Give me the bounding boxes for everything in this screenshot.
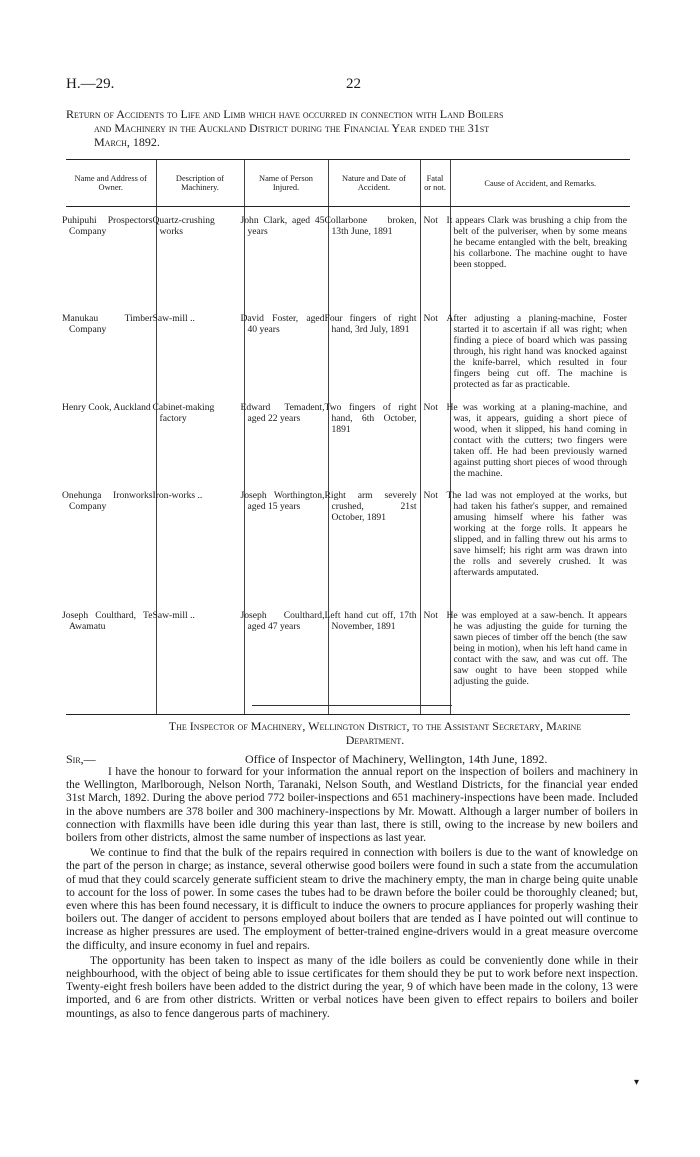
machinery-cell: Saw-mill .. bbox=[156, 610, 244, 714]
table-row bbox=[66, 490, 630, 610]
person-cell: David Foster, aged 40 years bbox=[244, 313, 328, 402]
fatal-cell: Not bbox=[420, 313, 450, 402]
office-and-date: Office of Inspector of Machinery, Wellington, 14th June, 1892. bbox=[245, 752, 548, 766]
accidents-table bbox=[62, 159, 630, 715]
nature-cell: Four fingers of right hand, 3rd July, 1891 bbox=[328, 313, 420, 402]
owner-cell: Joseph Coulthard, Te Awamatu bbox=[66, 610, 156, 714]
table-row bbox=[66, 402, 630, 490]
column-header: Fatal or not. bbox=[420, 160, 450, 207]
fatal-cell: Not bbox=[420, 402, 450, 490]
letter-body bbox=[66, 766, 638, 1021]
nature-cell: Left hand cut off, 17th November, 1891 bbox=[328, 610, 420, 714]
person-cell: Joseph Worthington, aged 15 years bbox=[244, 490, 328, 610]
owner-cell: Onehunga Ironworks Company bbox=[62, 490, 153, 512]
title-line-2: and Machinery in the Auckland District during the Financial Year ended the 31st bbox=[94, 121, 490, 135]
machinery-cell: Saw-mill .. bbox=[156, 313, 244, 402]
column-header: Nature and Date of Accident. bbox=[328, 160, 420, 207]
table-row bbox=[66, 215, 630, 313]
table-header-row bbox=[66, 160, 630, 207]
person-cell: John Clark, aged 45 years bbox=[244, 215, 328, 313]
person-cell: Edward Temadent, aged 22 years bbox=[244, 402, 328, 490]
owner-cell: Manukau Timber Company bbox=[62, 313, 153, 335]
column-header: Cause of Accident, and Remarks. bbox=[450, 160, 630, 207]
remarks-cell: He was employed at a saw-bench. It appears he was adjusting the guide for turning the sawn pieces of timber off the bench (the saw being in motion), when his left hand came in contact with the saw, and was cut off. The saw ought to have been stopped while adjusting the guide. bbox=[450, 610, 630, 714]
letter-heading bbox=[110, 719, 640, 747]
column-header: Name and Address of Owner. bbox=[66, 160, 156, 207]
column-header: Description of Machinery. bbox=[156, 160, 244, 207]
owner-cell: Henry Cook, Auckland bbox=[62, 402, 151, 413]
paragraph: We continue to find that the bulk of the repairs required in connection with boilers is due to the want of knowledge on the part of the person in charge; as instance, several otherwise good boilers were found in such a state from the accumulation of mud that they could scarcely generate sufficient steam to drive the machinery empty, the man in charge being quite unable to account for the loss of power. In some cases the tubes had to be drawn before the boiler could be thoroughly cleaned; but, even where this has been found necessary, it is difficult to induce the owners to procure appliances for properly washing their boilers out. The danger of accident to persons employed about boilers that are tended as I have pointed out will continue to increase as higher pressures are used. The employment of better-trained engine-drivers would in a great measure overcome the difficulty, and insure economy in fuel and repairs. bbox=[66, 847, 638, 952]
remarks-cell: He was working at a planing-machine, and was, it appears, guiding a short piece of wood, when it slipped, his hand coming in contact with the cutters; two fingers were taken off. He had been previously warned against putting short pieces of wood through the machine. bbox=[450, 402, 630, 490]
letter-heading-line-1: The Inspector of Machinery, Wellington District, to the Assistant Secretary, Marine bbox=[168, 719, 582, 733]
remarks-cell: The lad was not employed at the works, but had taken his father's supper, and remained amusing himself where his father was working at the forge rolls. It appears he slipped, and in falling threw out his arms to save himself; his right arm was drawn into the rolls and severely crushed. It was afterwards amputated. bbox=[450, 490, 630, 610]
fatal-cell: Not bbox=[420, 610, 450, 714]
machinery-cell: Iron-works .. bbox=[156, 490, 244, 610]
printer-mark: ▾ bbox=[634, 1077, 640, 1088]
paragraph: I have the honour to forward for your information the annual report on the inspection of boilers and machinery in the Wellington, Marlborough, Nelson North, Taranaki, Nelson South, and Westland Districts, for the financial year ended 31st March, 1892. During the above period 772 boiler-inspections and 651 machinery-inspections have been made. Included in the above numbers are 378 boiler and 300 machinery-inspections by Mr. Mowatt. Although a larger number of boilers in connection with flaxmills have been idle during this year than last, there is still, owing to the increase by new boilers and boilers from other districts, almost the same number of inspections as last year. bbox=[66, 766, 638, 845]
paragraph: The opportunity has been taken to inspect as many of the idle boilers as could be conveniently done while in their neighbourhood, with the object of being able to issue certificates for them should they be put to work before next inspection. Twenty-eight fresh boilers have been added to the district during the year, 9 of which have been made in the colony, 13 were imported, and 6 are from other districts. Written or verbal notices have been given to effect repairs to boilers and boiler mountings, as also to fence dangerous parts of machinery. bbox=[66, 954, 638, 1020]
owner-cell: Puhipuhi Prospectors Company bbox=[62, 215, 153, 237]
fatal-cell: Not bbox=[420, 490, 450, 610]
machinery-cell: Quartz-crushing works bbox=[156, 215, 244, 313]
return-title bbox=[66, 107, 641, 149]
person-cell: Joseph Coulthard, aged 47 years bbox=[244, 610, 328, 714]
table-row bbox=[66, 610, 630, 714]
nature-cell: Right arm severely crushed, 21st October, 1891 bbox=[328, 490, 420, 610]
fatal-cell: Not bbox=[420, 215, 450, 313]
remarks-cell: It appears Clark was brushing a chip from the belt of the pulveriser, when by some means he became entangled with the belt, breaking his collarbone. The machine ought to have been stopped. bbox=[450, 215, 630, 313]
nature-cell: Two fingers of right hand, 6th October, 1891 bbox=[328, 402, 420, 490]
page-header bbox=[66, 76, 641, 96]
table-row bbox=[66, 313, 630, 402]
nature-cell: Collarbone broken, 13th June, 1891 bbox=[328, 215, 420, 313]
title-line-1: Return of Accidents to Life and Limb which have occurred in connection with Land Boilers bbox=[66, 107, 504, 121]
section-divider bbox=[252, 705, 452, 706]
section-reference: H.—29. bbox=[66, 76, 115, 92]
machinery-cell: Cabinet-making factory bbox=[156, 402, 244, 490]
page-number: 22 bbox=[346, 76, 361, 92]
salutation: Sir,— bbox=[66, 752, 96, 766]
letter-heading-line-2: Department. bbox=[345, 733, 405, 747]
remarks-cell: After adjusting a planing-machine, Foster started it to ascertain if all was right; when finding a piece of board which was passing through, his right hand was knocked against the knife-barrel, which resulted in four fingers being cut off. The machine is protected as far as practicable. bbox=[450, 313, 630, 402]
title-line-3: March, 1892. bbox=[94, 135, 160, 149]
column-header: Name of Person Injured. bbox=[244, 160, 328, 207]
